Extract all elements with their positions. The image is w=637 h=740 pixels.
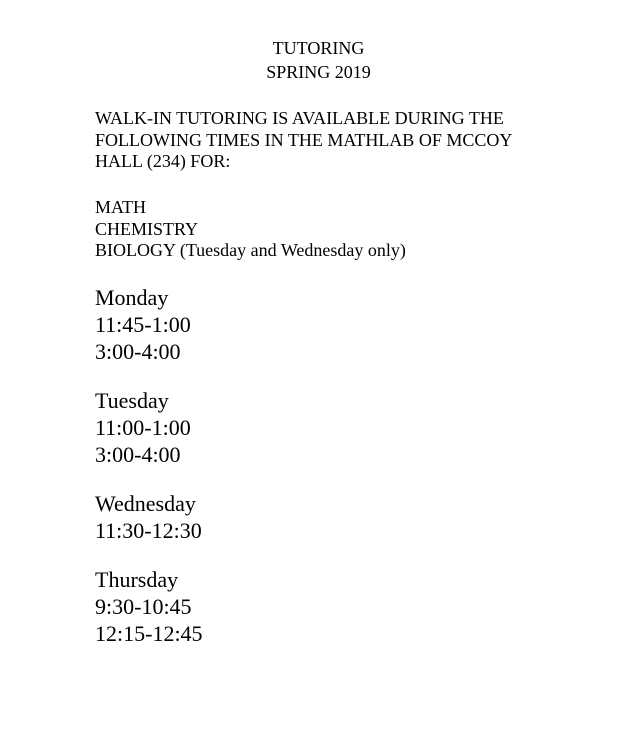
intro-line: WALK-IN TUTORING IS AVAILABLE DURING THE [95,108,504,128]
subject-item: CHEMISTRY [95,218,199,239]
subject-item: BIOLOGY (Tuesday and Wednesday only) [95,240,406,260]
time-slot: 11:30-12:30 [95,518,202,543]
time-slot: 3:00-4:00 [95,442,181,467]
time-slot: 12:15-12:45 [95,621,203,646]
time-slot: 11:00-1:00 [95,415,191,440]
time-slot: 11:45-1:00 [95,312,191,337]
intro-line: HALL (234) FOR: [95,151,231,171]
day-label: Monday [95,285,169,310]
day-label: Wednesday [95,491,196,516]
day-label: Tuesday [95,388,169,413]
term-label: SPRING 2019 [266,62,371,82]
time-slot: 9:30-10:45 [95,594,192,619]
subject-list [95,197,595,262]
day-block-thursday [95,566,575,647]
schedule [95,284,575,669]
day-label: Thursday [95,567,179,592]
subject-item: MATH [95,197,147,217]
time-slot: 3:00-4:00 [95,339,181,364]
day-block-monday [95,284,575,365]
intro-line: FOLLOWING TIMES IN THE MATHLAB OF MCCOY [95,129,513,150]
header [0,36,637,84]
day-block-tuesday [95,387,575,468]
page-title: TUTORING [272,38,365,58]
day-block-wednesday [95,490,575,544]
intro-paragraph [95,108,595,173]
